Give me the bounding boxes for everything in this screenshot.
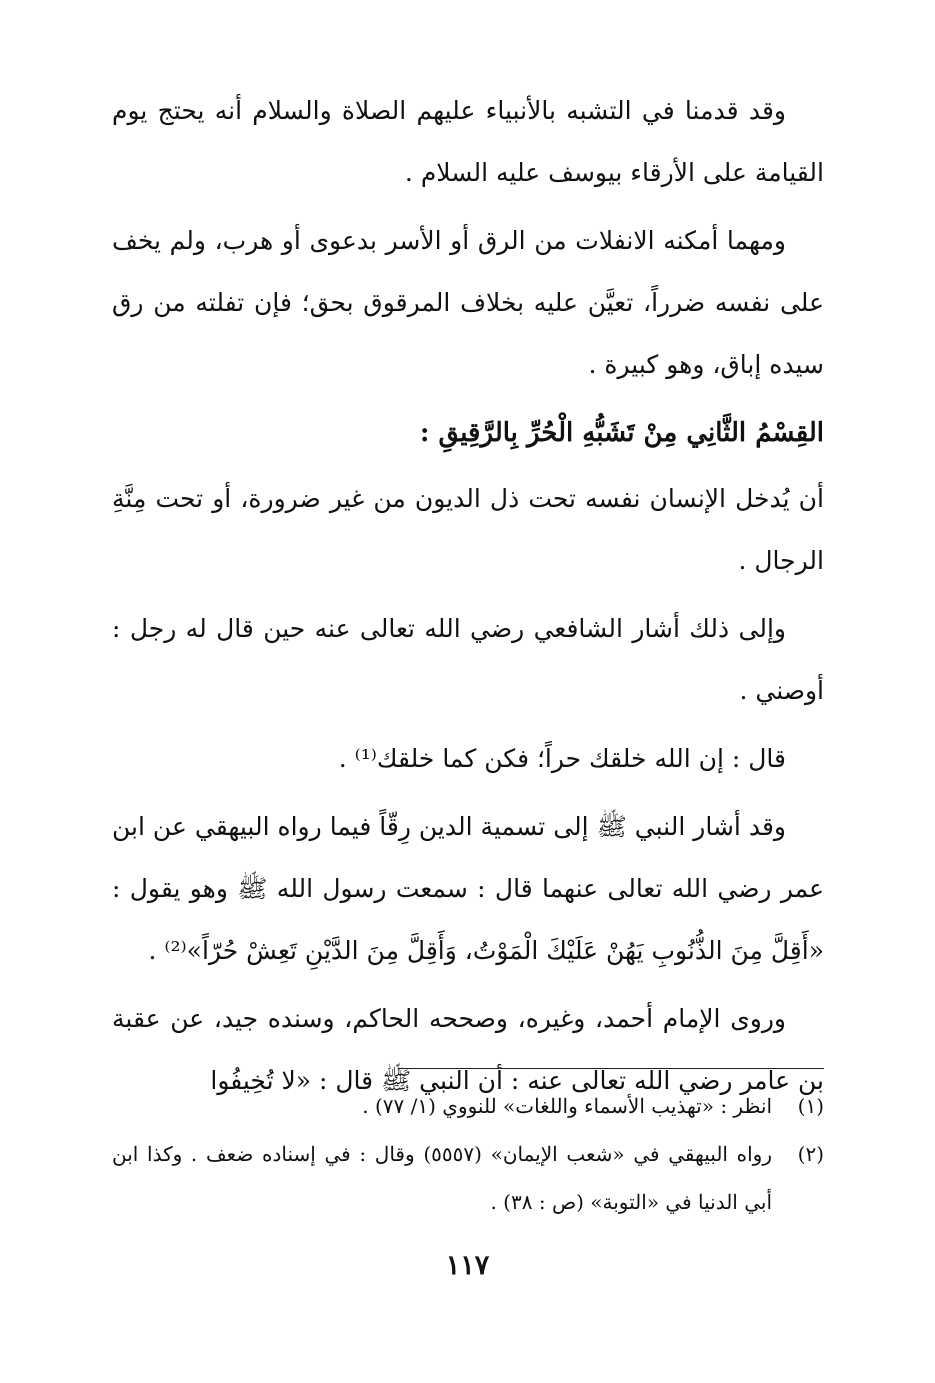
footnote-text: رواه البيهقي في «شعب الإيمان» (٥٥٥٧) وقال : في إسناده ضعف . وكذا ابن أبي الدنيا في «التوبة» (ص : ٣٨) .	[112, 1142, 772, 1214]
footnote-number: (١)	[797, 1094, 824, 1118]
paragraph-4: وإلى ذلك أشار الشافعي رضي الله تعالى عنه حين قال له رجل : أوصني .	[112, 614, 824, 705]
footnote-text: انظر : «تهذيب الأسماء واللغات» للنووي (١/ ٧٧) .	[362, 1094, 772, 1118]
page-number: ١١٧	[445, 1250, 490, 1281]
paragraph-7: وروى الإمام أحمد، وغيره، وصححه الحاكم، وسنده جيد، عن عقبة بن عامر رضي الله تعالى عنه : أن النبي ﷺ قال : «لا تُخِيفُوا	[112, 1004, 824, 1095]
footnote-number: (٢)	[797, 1142, 824, 1166]
footnote-item	[112, 1082, 824, 1130]
paragraph-6: وقد أشار النبي ﷺ إلى تسمية الدين رِقّاً فيما رواه البيهقي عن ابن عمر رضي الله تعالى عنهما قال : سمعت رسول الله ﷺ وهو يقول : «أَقِلَّ مِنَ الذُّنُوبِ يَهُنْ عَلَيْكَ الْمَوْتُ، وَأَقِلَّ مِنَ الدَّيْنِ تَعِشْ حُرّاً»⁽²⁾ .	[112, 812, 824, 965]
paragraph-1: وقد قدمنا في التشبه بالأنبياء عليهم الصلاة والسلام أنه يحتج يوم القيامة على الأرقاء بيوسف عليه السلام .	[112, 96, 824, 187]
footnotes	[112, 1082, 824, 1226]
paragraph-5: قال : إن الله خلقك حراً؛ فكن كما خلقك⁽¹⁾ .	[338, 744, 786, 773]
main-text	[112, 80, 824, 1118]
footnote-item	[112, 1130, 824, 1226]
section-heading: القِسْمُ الثَّانِي مِنْ تَشَبُّهِ الْحُرِّ بِالرَّقِيقِ :	[419, 418, 824, 448]
footnote-divider	[398, 1068, 824, 1069]
paragraph-3: أن يُدخل الإنسان نفسه تحت ذل الديون من غير ضرورة، أو تحت مِنَّةِ الرجال .	[112, 484, 824, 575]
paragraph-2: ومهما أمكنه الانفلات من الرق أو الأسر بدعوى أو هرب، ولم يخف على نفسه ضرراً، تعيَّن عليه بخلاف المرقوق بحق؛ فإن تفلته من رق سيده إباق، وهو كبيرة .	[112, 226, 824, 379]
